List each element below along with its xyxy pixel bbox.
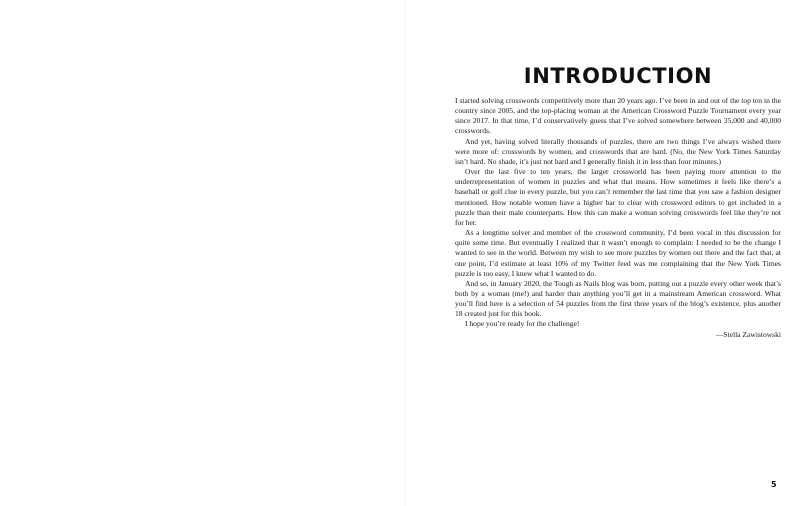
paragraph: And yet, having solved literally thousands of puzzles, there are two things I’ve always wished there were more of: crosswords by women, and crosswords that are hard. (No, the New York Times Saturday isn’t hard. No shade, it’s just not hard and I generally finish it in less than four minutes.) bbox=[455, 136, 781, 166]
paragraph: Over the last five to ten years, the larger crossworld has been paying more attention to the underrepresentation of women in puzzles and what that means. How sometimes it feels like there’s a baseball or golf clue in every puzzle, but you can’t remember the last time that you saw a fashion designer mentioned. How notable women have a higher bar to clear with crossword editors to get included in a puzzle than their male counterparts. How this can make a woman solving crosswords feel like they’re not for her. bbox=[455, 167, 781, 227]
paragraph: And so, in January 2020, the Tough as Nails blog was born, putting out a puzzle every other week that’s both by a woman (me!) and harder than anything you’ll get in a mainstream American crossword. What you’ll find here is a selection of 54 puzzles from the first three years of the blog’s existence, plus another 18 created just for this book. bbox=[455, 278, 781, 319]
page-title: INTRODUCTION bbox=[523, 64, 713, 88]
paragraph: As a longtime solver and member of the crossword community, I’d been vocal in this discussion for quite some time. But eventually I realized that it wasn’t enough to complain: I needed to be the change I wanted to see in the world. Between my wish to see more puzzles by women out there and the fact that, at one point, I’d estimate at least 10% of my Twitter feed was me complaining that the New York Times puzzle is too easy, I knew what I wanted to do. bbox=[455, 228, 781, 278]
author-signature: —Stella Zawistowski bbox=[715, 329, 781, 339]
right-page bbox=[455, 0, 781, 506]
introduction-body bbox=[455, 96, 781, 340]
paragraph: I hope you’re ready for the challenge! bbox=[465, 319, 580, 329]
page-number: 5 bbox=[771, 480, 777, 489]
page-gutter bbox=[404, 0, 406, 506]
paragraph: I started solving crosswords competitively more than 20 years ago. I’ve been in and out of the top ten in the country since 2005, and the top-placing woman at the American Crossword Puzzle Tournament every year since 2017. In that time, I’d conservatively guess that I’ve solved somewhere between 35,000 and 40,000 crosswords. bbox=[455, 96, 781, 136]
